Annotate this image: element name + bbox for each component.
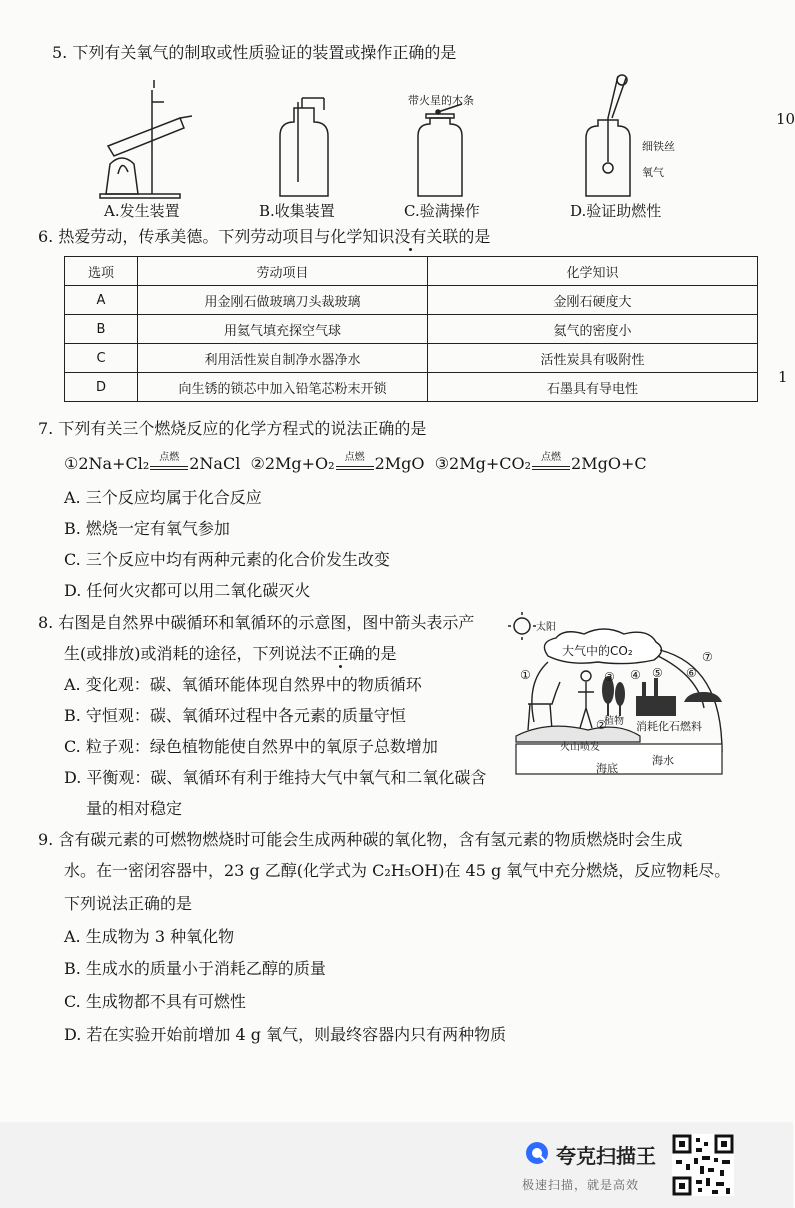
header-option: 选项 [65,257,138,286]
factory-icon [636,678,676,716]
header-labor: 劳动项目 [138,257,428,286]
diagram-num-6: ⑥ [686,666,697,680]
diagram-num-7: ⑦ [702,650,713,664]
table-row [65,344,758,373]
eq2-left: ②2Mg+O₂ [250,454,335,473]
q8-stem-post: 的是 [364,644,397,663]
label-iron-wire: 细铁丝 [642,140,675,153]
q7-equations [64,451,647,473]
person-icon [578,671,594,728]
eq3-right: 2MgO+C [571,454,647,473]
q5-caption-c: C.验满操作 [404,202,480,220]
q9-option-b: B. 生成水的质量小于消耗乙醇的质量 [64,959,326,978]
q8-stem-line2 [64,643,397,665]
cell-knowledge: 金刚石硬度大 [428,286,758,315]
table-row [65,286,758,315]
q8-stem-pre: 生(或排放)或消耗的途径，下列说法 [64,644,317,663]
cell-option: D [65,373,138,402]
apparatus-c-icon [418,104,462,196]
label-glowing-splint: 带火星的木条 [408,94,474,107]
eq2-condition: 点燃 [344,451,365,463]
diagram-num-1: ① [520,668,531,682]
cell-knowledge: 石墨具有导电性 [428,373,758,402]
cell-option: A [65,286,138,315]
diagram-plants-label: 植物 [604,716,624,727]
diagram-fossil-label: 消耗化石燃料 [636,720,702,733]
eq1-condition: 点燃 [159,451,180,463]
footer-slogan: 极速扫描，就是高效 [522,1178,640,1192]
q7-option-d: D. 任何火灾都可以用二氧化碳灭火 [64,581,311,600]
cell-knowledge: 氦气的密度小 [428,315,758,344]
eq3-arrow [532,451,570,473]
q6-stem-emphasis: 没有 [394,227,427,246]
q6-stem-pre: 6. 热爱劳动，传承美德。下列劳动项目与化学知识 [38,227,395,246]
cycle-arrow-left-icon [532,662,548,722]
apparatus-a-icon [100,80,192,198]
q5-apparatus-figure [92,72,692,204]
cell-knowledge: 活性炭具有吸附性 [428,344,758,373]
cell-option: B [65,315,138,344]
eq2-right: 2MgO [374,454,425,473]
q8-stem-emphasis: 不正确 [316,644,365,663]
carbon-cycle-diagram [508,612,746,788]
q8-option-b: B. 守恒观：碳、氧循环过程中各元素的质量守恒 [64,706,406,725]
quark-logo-icon [524,1140,550,1166]
q9-line2: 水。在一密闭容器中，23 g 乙醇(化学式为 C₂H₅OH)在 45 g 氧气中充分燃烧，反应物耗尽。 [64,861,731,880]
car-icon [684,692,722,702]
q5-caption-b: B.收集装置 [259,202,335,220]
q7-option-c: C. 三个反应中均有两种元素的化合价发生改变 [64,550,390,569]
q8-option-c: C. 粒子观：绿色植物能使自然界中的氧原子总数增加 [64,737,438,756]
cell-labor: 向生锈的锁芯中加入铅笔芯粉末开锁 [138,373,428,402]
cell-option: C [65,344,138,373]
diagram-num-4: ④ [630,668,641,682]
table-row [65,315,758,344]
diagram-num-3: ③ [604,670,615,684]
q6-stem [38,226,490,248]
sun-icon [508,612,536,640]
q9-option-d: D. 若在实验开始前增加 4 g 氧气，则最终容器内只有两种物质 [64,1025,507,1044]
q7-option-a: A. 三个反应均属于化合反应 [64,488,262,507]
diagram-num-2: ② [596,718,607,732]
q5-caption-a: A.发生装置 [104,202,180,220]
q7-stem: 7. 下列有关三个燃烧反应的化学方程式的说法正确的是 [38,419,427,438]
eq3-condition: 点燃 [541,451,562,463]
eq3-left: ③2Mg+CO₂ [434,454,532,473]
margin-mark-top: 10 [776,110,795,128]
q6-table [64,256,758,402]
q9-option-c: C. 生成物都不具有可燃性 [64,992,246,1011]
q7-option-b: B. 燃烧一定有氧气参加 [64,519,230,538]
margin-mark-mid: 1 [778,368,788,386]
table-header-row [65,257,758,286]
apparatus-b-icon [280,98,328,196]
eq2-arrow [336,451,374,473]
q8-option-d: D. 平衡观：碳、氧循环有利于维持大气中氧气和二氧化碳含 [64,768,487,787]
footer-brand: 夸克扫描王 [556,1144,656,1168]
diagram-volcano-label: 火山喷发 [560,742,600,753]
qr-code-icon[interactable] [672,1134,734,1196]
label-oxygen: 氧气 [642,166,664,179]
diagram-cloud-label: 大气中的CO₂ [562,644,633,658]
q9-line1: 9. 含有碳元素的可燃物燃烧时可能会生成两种碳的氧化物，含有氢元素的物质燃烧时会生成 [38,830,683,849]
q9-option-a: A. 生成物为 3 种氧化物 [64,927,235,946]
scanner-footer [0,1122,793,1208]
q8-option-a: A. 变化观：碳、氧循环能体现自然界中的物质循环 [64,675,422,694]
sea-icon [516,744,722,774]
table-row [65,373,758,402]
eq1-left: ①2Na+Cl₂ [64,454,150,473]
diagram-seabed-label: 海底 [596,762,618,775]
header-knowledge: 化学知识 [428,257,758,286]
q8-stem-line1: 8. 右图是自然界中碳循环和氧循环的示意图，图中箭头表示产 [38,613,475,632]
q5-stem: 5. 下列有关氧气的制取或性质验证的装置或操作正确的是 [52,43,457,62]
apparatus-d-icon [586,75,630,196]
diagram-seawater-label: 海水 [652,754,674,767]
q9-line3: 下列说法正确的是 [64,894,193,913]
cell-labor: 用金刚石做玻璃刀头裁玻璃 [138,286,428,315]
q8-option-d-cont: 量的相对稳定 [86,799,183,818]
q6-stem-post: 关联的是 [426,227,491,246]
cell-labor: 利用活性炭自制净水器净水 [138,344,428,373]
diagram-sun-label: 太阳 [536,622,556,633]
cell-labor: 用氦气填充探空气球 [138,315,428,344]
diagram-num-5: ⑤ [652,666,663,680]
eq1-right: 2NaCl [189,454,241,473]
q5-caption-d: D.验证助燃性 [570,202,662,220]
eq1-arrow [150,451,188,473]
